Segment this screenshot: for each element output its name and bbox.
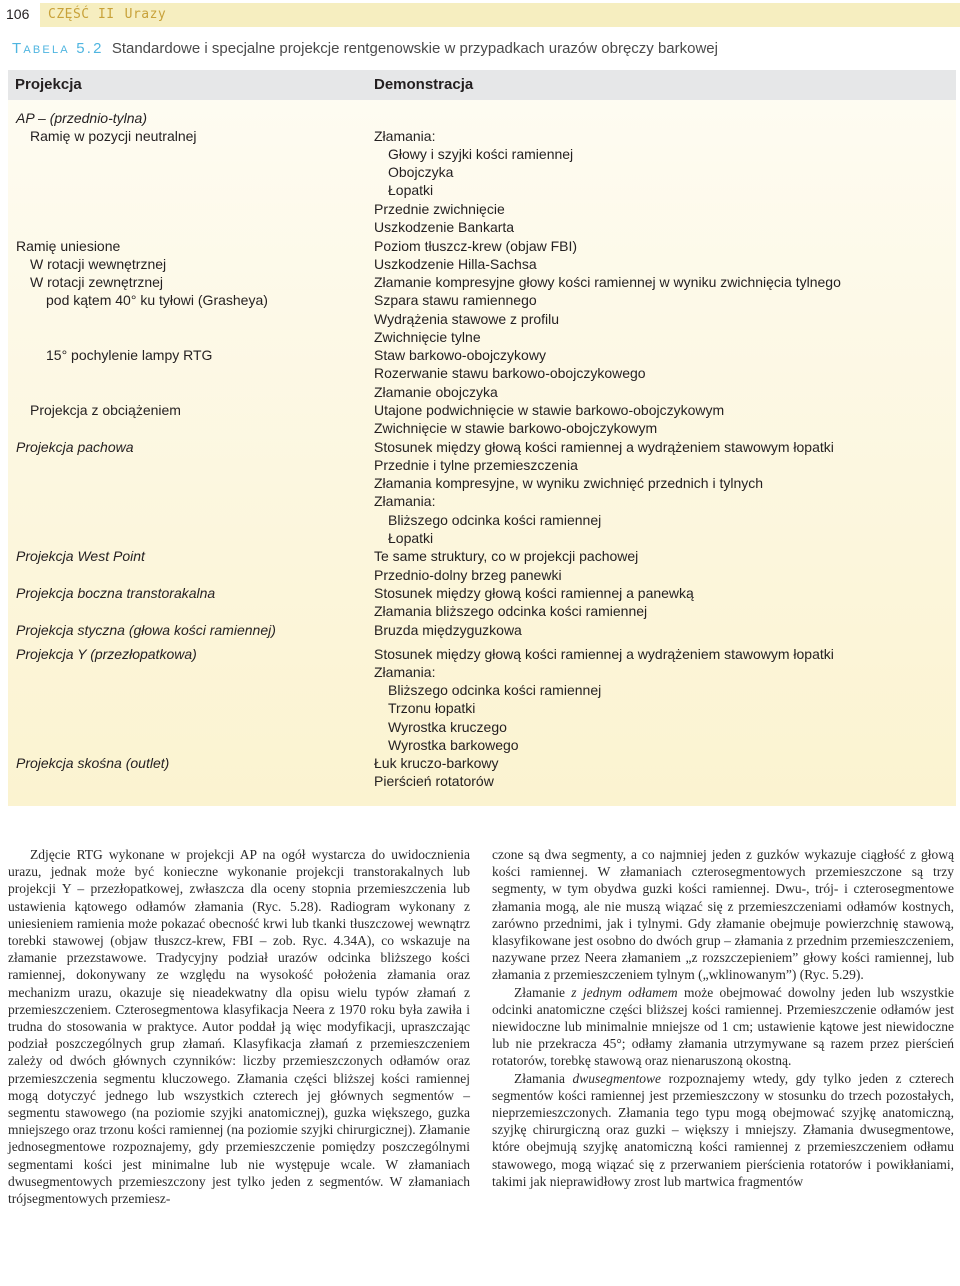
demonstration-cell: Złamanie kompresyjne głowy kości ramiennej w wyniku zwichnięcia tylnego: [374, 274, 841, 290]
demonstration-cell: Stosunek między głową kości ramiennej a wydrążeniem stawowym łopatki: [374, 646, 834, 662]
projection-cell: Projekcja West Point: [16, 548, 145, 564]
demonstration-cell: Poziom tłuszcz-krew (objaw FBI): [374, 238, 578, 254]
page-header: [0, 0, 960, 30]
projection-cell: AP – (przednio-tylna): [16, 110, 147, 126]
demonstration-cell: Obojczyka: [388, 164, 454, 180]
demonstration-cell: Utajone podwichnięcie w stawie barkowo-obojczykowym: [374, 402, 725, 418]
table-caption-text: Standardowe i specjalne projekcje rentgenowskie w przypadkach urazów obręczy barkowej: [111, 40, 718, 57]
demonstration-cell: Stosunek między głową kości ramiennej a wydrążeniem stawowym łopatki: [374, 439, 834, 455]
projection-cell: 15° pochylenie lampy RTG: [46, 347, 213, 363]
demonstration-cell: Złamania kompresyjne, w wyniku zwichnięć przednich i tylnych: [374, 475, 764, 491]
body-paragraph: [492, 984, 954, 1070]
demonstration-cell: Bliższego odcinka kości ramiennej: [388, 682, 602, 698]
projection-cell: Ramię uniesione: [16, 238, 121, 254]
demonstration-cell: Pierścień rotatorów: [374, 773, 494, 789]
projection-cell: W rotacji zewnętrznej: [30, 274, 164, 290]
demonstration-cell: Wydrążenia stawowe z profilu: [374, 311, 560, 327]
paragraph-rest: może obejmować dowolny jeden lub wszystkie odcinki anatomiczne części bliższej kości ramiennej. Przemieszczenie odłamów jest niewidoczne lub minimalnie mniejsze od 1 cm; ustawienie kątowe jest niewidoczne lub nie przekracza 45°; odłamy złamania utrzymywane są razem przez pierścień rotatorów, torebkę stawową oraz nienaruszoną okostną.: [492, 984, 954, 1069]
section-bar: [40, 3, 960, 27]
demonstration-cell: Stosunek między głową kości ramiennej a panewką: [374, 585, 694, 601]
projection-cell: Projekcja Y (przezłopatkowa): [16, 646, 197, 662]
table-label: Tabela 5.2: [12, 40, 104, 57]
demonstration-cell: Uszkodzenie Bankarta: [374, 219, 515, 235]
demonstration-cell: Bruzda międzyguzkowa: [374, 622, 522, 638]
demonstration-cell: Trzonu łopatki: [388, 700, 476, 716]
column-header-projection: Projekcja: [15, 76, 82, 93]
table-header-row: [8, 70, 956, 100]
projection-cell: Projekcja z obciążeniem: [30, 402, 181, 418]
demonstration-cell: Wyrostka barkowego: [388, 737, 519, 753]
demonstration-cell: Przednie i tylne przemieszczenia: [374, 457, 578, 473]
page-number: 106: [6, 6, 30, 22]
paragraph-lead: Złamanie: [514, 984, 572, 1000]
part-title: Urazy: [124, 7, 167, 22]
table-caption: [12, 40, 957, 57]
column-header-demonstration: Demonstracja: [374, 76, 474, 93]
projection-cell: Projekcja skośna (outlet): [16, 755, 170, 771]
demonstration-cell: Rozerwanie stawu barkowo-obojczykowego: [374, 365, 646, 381]
projections-table: [8, 70, 956, 806]
body-paragraph: Zdjęcie RTG wykonane w projekcji AP na ogół wystarcza do uwidocznienia urazu, jednak może być konieczne wykonanie projekcji transtorakalnych lub projekcji Y – przezłopatkowej, zwłaszcza dla oceny stopnia przemieszczenia lub ustawienia kątowego odłamów złamania (Ryc. 5.28). Radiogram wykonany z uniesieniem ramienia może pokazać obecność krwi lub tkanki tłuszczowej wewnątrz torebki stawowej (objaw tłuszcz-krew, FBI – zob. Ryc. 4.34A), co wskazuje na złamanie przezstawowe. Tradycyjny podział urazów odcinka bliższego kości ramiennej, dokonywany ze względu na wysokość położenia złamania oraz mechanizm urazu, okazuje się nieadekwatny dla opisu wielu typów złamań z przemieszczeniem. Czterosegmentowa klasyfikacja Neera z 1970 roku była zawiła i trudna do stosowania w praktyce. Autor poddał ją więc modyfikacji, upraszczając podział poszczególnych grup złamań. Klasyfikacja złamań z przemieszczeniem zależy od dwóch głównych czynników: liczby przemieszczonych odłamów oraz przemieszczenia segmentu kluczowego. Złamania części bliższej kości ramiennej mogą dotyczyć jednego lub wszystkich czterech jej głównych segmentów – segmentu stawowego (na poziomie szyjki anatomicznej), guzka większego, guzka mniejszego oraz trzonu kości ramiennej (na poziomie szyjki chirurgicznej). Złamanie jednosegmentowe rozpoznajemy, gdy przemieszczenie pomiędzy poszczególnymi segmentami kości jest minimalne lub nie występuje wcale. W złamaniach dwusegmentowych przemieszczony jest tylko jeden z segmentów. W złamaniach trójsegmentowych przemiesz-: [8, 847, 470, 1207]
projection-cell: Ramię w pozycji neutralnej: [30, 128, 197, 144]
demonstration-cell: Staw barkowo-obojczykowy: [374, 347, 546, 363]
demonstration-cell: Przednio-dolny brzeg panewki: [374, 567, 562, 583]
demonstration-cell: Złamania:: [374, 664, 436, 680]
projection-cell: Projekcja styczna (głowa kości ramiennej): [16, 622, 276, 638]
demonstration-cell: Złamania:: [374, 128, 436, 144]
projection-cell: W rotacji wewnętrznej: [30, 256, 167, 272]
demonstration-cell: Bliższego odcinka kości ramiennej: [388, 512, 602, 528]
demonstration-cell: Łopatki: [388, 530, 434, 546]
demonstration-cell: Zwichnięcie w stawie barkowo-obojczykowym: [374, 420, 658, 436]
demonstration-cell: Wyrostka kruczego: [388, 719, 507, 735]
emphasis-term: z jednym odłamem: [571, 984, 678, 1000]
demonstration-cell: Złamania:: [374, 493, 436, 509]
paragraph-lead: Złamania: [514, 1070, 573, 1086]
section-label: [48, 7, 166, 22]
demonstration-cell: Przednie zwichnięcie: [374, 201, 505, 217]
demonstration-cell: Uszkodzenie Hilla-Sachsa: [374, 256, 537, 272]
body-column-left: [8, 846, 470, 1207]
demonstration-cell: Głowy i szyjki kości ramiennej: [388, 146, 574, 162]
demonstration-cell: Te same struktury, co w projekcji pachowej: [374, 548, 639, 564]
emphasis-term: dwusegmentowe: [572, 1070, 662, 1086]
projection-cell: Projekcja pachowa: [16, 439, 134, 455]
demonstration-cell: Zwichnięcie tylne: [374, 329, 481, 345]
demonstration-cell: Łopatki: [388, 182, 434, 198]
projection-cell: pod kątem 40° ku tyłowi (Grasheya): [46, 292, 268, 308]
paragraph-rest: rozpoznajemy wtedy, gdy tylko jeden z czterech segmentów kości ramiennej jest przemieszczony w stosunku do trzech pozostałych, nieprzemieszczonych. Złamania tego typu mogą obejmować szyjkę anatomiczną, szyjkę chirurgiczną oraz guzki – większy i mniejszy. Złamania dwusegmentowe, które obejmują szyjkę anatomiczną kości ramiennej z przemieszczeniem odłamu stawowego, mogą wiązać się z przerwaniem pierścienia rotatorów i powikłaniami, takimi jak nieprawidłowy zrost lub martwica fragmentów: [492, 1070, 954, 1189]
projection-cell: Projekcja boczna transtorakalna: [16, 585, 216, 601]
part-label: CZĘŚĆ II: [48, 7, 115, 22]
demonstration-cell: Złamania bliższego odcinka kości ramiennej: [374, 603, 648, 619]
demonstration-cell: Łuk kruczo-barkowy: [374, 755, 499, 771]
demonstration-cell: Szpara stawu ramiennego: [374, 292, 537, 308]
demonstration-cell: Złamanie obojczyka: [374, 384, 498, 400]
body-paragraph: [492, 1070, 954, 1190]
body-column-right: [492, 846, 954, 1190]
body-paragraph: czone są dwa segmenty, a co najmniej jeden z guzków wykazuje ciągłość z głową kości ramiennej. W złamaniach czterosegmentowych przemieszczone są trzy segmenty, w tym obydwa guzki kości ramiennej. Dwu-, trój- i czterosegmentowe złamania mogą, ale nie muszą wiązać się z przemieszczeniami odłamów kostnych, zarówno przednimi, jak i tylnymi. Gdy złamanie obejmuje powierzchnię stawową, klasyfikowane jest osobno do dwóch grup – złamania z przednim przemieszczeniem, nazywane przez Neera złamaniem „z rozszczepieniem” głowy kości ramiennej, lub złamania z przemieszczeniem tylnym („wklinowanym”) (Ryc. 5.29).: [492, 847, 954, 983]
